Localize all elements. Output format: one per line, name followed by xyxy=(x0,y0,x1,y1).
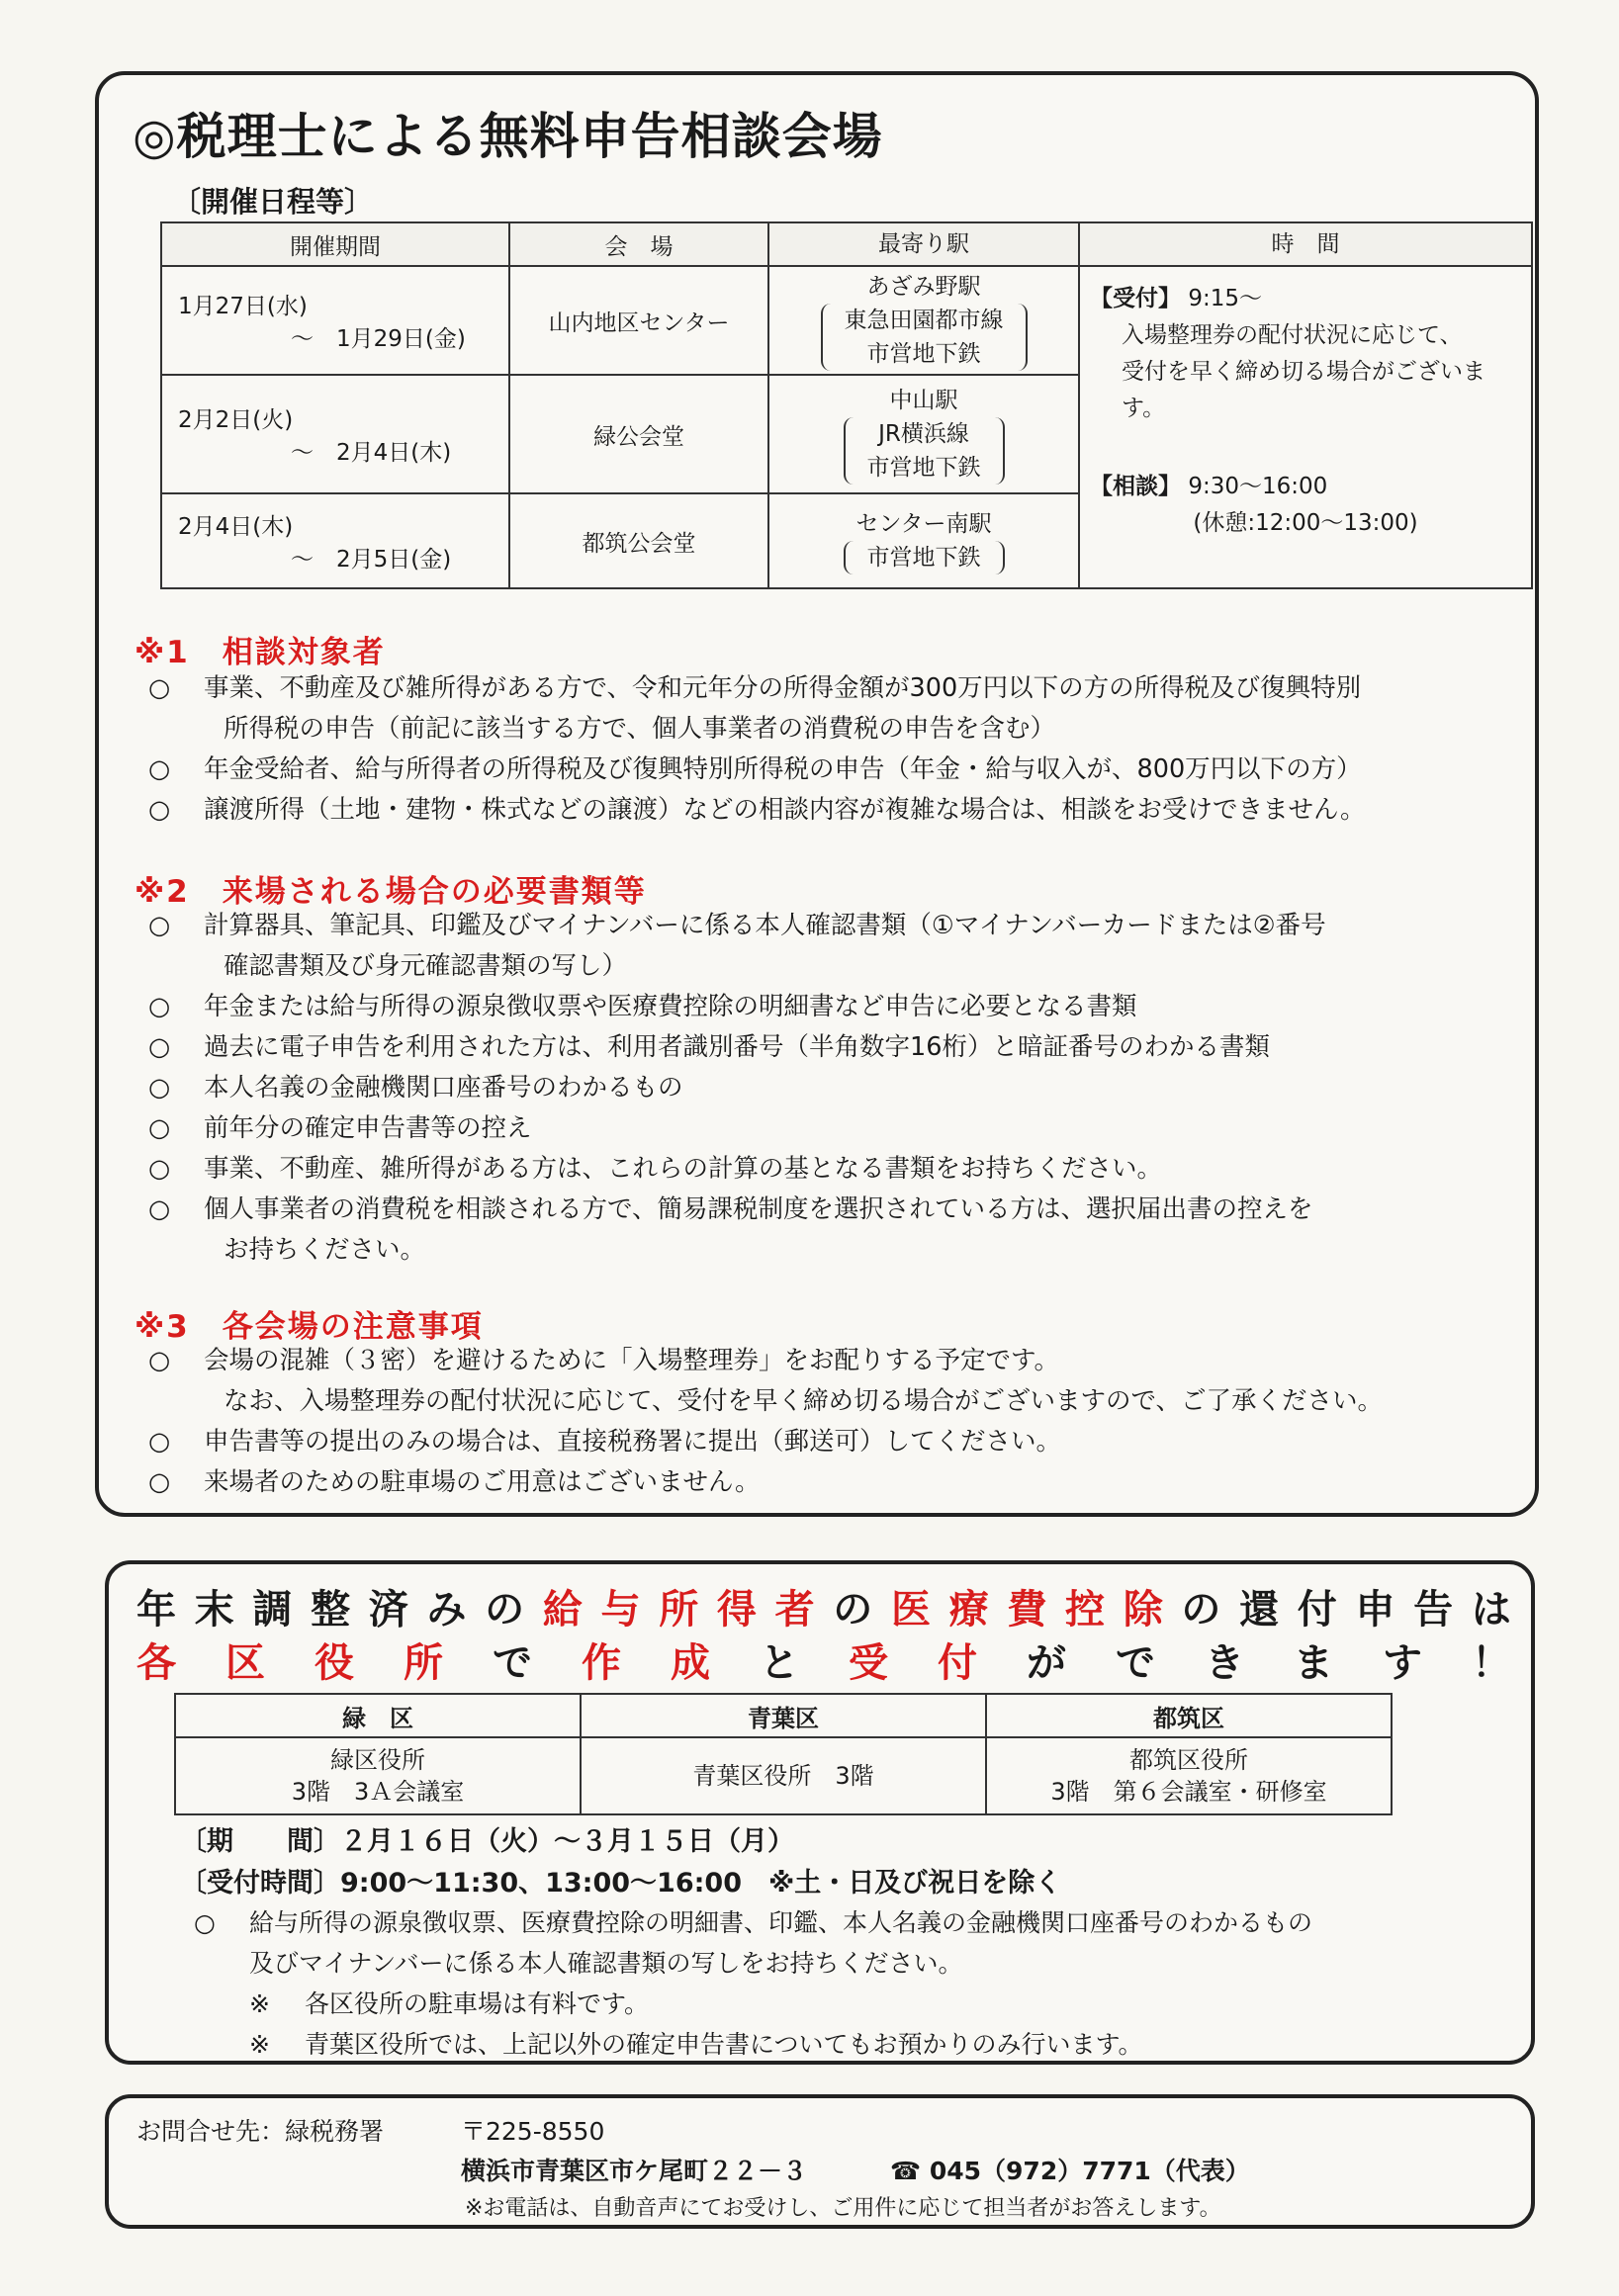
banner-char: 所 xyxy=(659,1587,699,1633)
banner-char: で xyxy=(493,1640,532,1686)
banner-line-1 xyxy=(136,1578,1511,1634)
station-line: JR横浜線 xyxy=(878,421,969,447)
bullet: ○ xyxy=(148,911,171,940)
list-item xyxy=(148,1341,1513,1381)
contact-zip: 〒225-8550 xyxy=(461,2117,605,2146)
section-title: ◎税理士による無料申告相談会場 xyxy=(133,108,883,165)
ward-header: 青葉区 xyxy=(581,1694,986,1737)
banner-char: 整 xyxy=(311,1587,351,1633)
banner-char: 付 xyxy=(938,1640,977,1686)
ward-office-section xyxy=(105,1560,1535,2065)
period-end: ～ 2月5日(金) xyxy=(291,547,452,573)
bullet: ○ xyxy=(194,1908,216,1937)
banner-char: き xyxy=(1205,1640,1244,1686)
contact-section xyxy=(105,2094,1535,2229)
banner-char: 給 xyxy=(542,1587,583,1633)
bullet: ○ xyxy=(148,754,171,784)
item-text: 会場の混雑（３密）を避けるために「入場整理券」をお配りする予定です。 xyxy=(204,1346,1059,1375)
bullet: ○ xyxy=(148,1154,171,1184)
consult-label: 【相談】 xyxy=(1090,474,1181,499)
station-cell xyxy=(768,375,1079,493)
bullet: ○ xyxy=(148,1073,171,1103)
banner-char: の xyxy=(833,1587,873,1633)
ward-table xyxy=(174,1693,1393,1815)
contact-tel: ☎ 045（972）7771（代表） xyxy=(890,2157,1250,2185)
ward-cell xyxy=(581,1737,986,1814)
station-line: 東急田園都市線 xyxy=(844,308,1004,333)
reception-line xyxy=(1090,281,1521,317)
ward-office: 都筑区役所 xyxy=(1129,1746,1248,1774)
note2-heading: ※2 来場される場合の必要書類等 xyxy=(135,874,647,910)
venue-cell: 山内地区センター xyxy=(509,266,768,375)
reception-time: 9:15～ xyxy=(1188,286,1262,311)
list-item xyxy=(194,1984,1519,2024)
list-item xyxy=(148,1149,1513,1190)
period-end: ～ 1月29日(金) xyxy=(291,326,466,352)
ward-room: 3階 3Ａ会議室 xyxy=(291,1778,465,1806)
ward-header: 都筑区 xyxy=(986,1694,1392,1737)
banner-char: ま xyxy=(1294,1640,1333,1686)
banner-char: 役 xyxy=(315,1640,354,1686)
station-lines xyxy=(844,417,1005,485)
ward-cell xyxy=(175,1737,581,1814)
banner-char: 控 xyxy=(1065,1587,1105,1633)
item-text: 過去に電子申告を利用された方は、利用者識別番号（半角数字16桁）と暗証番号のわかる書類 xyxy=(204,1032,1270,1062)
list-item xyxy=(148,750,1513,790)
hours-value: 9:00～11:30、13:00～16:00 ※土・日及び祝日を除く xyxy=(340,1868,1062,1899)
bullet: ○ xyxy=(148,1427,171,1457)
bullet: ○ xyxy=(148,795,171,825)
list-item xyxy=(148,668,1513,709)
period-value: ２月１６日（火）～３月１５日（月） xyxy=(340,1826,794,1857)
item-text: 年金受給者、給与所得者の所得税及び復興特別所得税の申告（年金・給与収入が、800万円以下の方） xyxy=(204,754,1362,784)
schedule-header-row xyxy=(161,222,1532,266)
period-cell xyxy=(161,493,509,588)
banner-char: 申 xyxy=(1355,1587,1395,1633)
station-cell xyxy=(768,266,1079,375)
list-item xyxy=(148,987,1513,1027)
reception-label: 【受付】 xyxy=(1090,286,1181,311)
banner-char: 各 xyxy=(136,1640,176,1686)
banner-char: 付 xyxy=(1297,1587,1337,1633)
list-item xyxy=(148,790,1513,831)
ward-row xyxy=(175,1737,1392,1814)
bullet: ○ xyxy=(148,1113,171,1143)
ward-office: 青葉区役所 3階 xyxy=(692,1762,874,1790)
banner-char: 得 xyxy=(716,1587,757,1633)
reception-note: す。 xyxy=(1122,396,1166,421)
bullet: ※ xyxy=(249,1989,270,2018)
note1-list xyxy=(148,668,1513,831)
list-item-continuation: 所得税の申告（前記に該当する方で、個人事業者の消費税の申告を含む） xyxy=(224,714,1055,744)
note3-heading: ※3 各会場の注意事項 xyxy=(135,1309,484,1345)
banner-char: 成 xyxy=(671,1640,710,1686)
period-cell xyxy=(161,266,509,375)
reception-note: 受付を早く締め切る場合がございま xyxy=(1122,359,1485,385)
station-name: 中山駅 xyxy=(889,388,958,413)
period-line xyxy=(180,1819,794,1858)
consult-break: (休憩:12:00～13:00) xyxy=(1193,510,1418,536)
note3-list xyxy=(148,1341,1513,1503)
header-period: 開催期間 xyxy=(161,222,509,266)
banner-char: は xyxy=(1471,1587,1511,1633)
schedule-table xyxy=(160,221,1533,589)
item-text: 事業、不動産及び雑所得がある方で、令和元年分の所得金額が300万円以下の方の所得税及び復興特別 xyxy=(204,673,1362,703)
list-item xyxy=(148,1027,1513,1068)
banner-char: 年 xyxy=(136,1587,176,1633)
banner-line-2 xyxy=(136,1632,1511,1688)
banner-char: 受 xyxy=(849,1640,888,1686)
banner-char: す xyxy=(1383,1640,1422,1686)
bullet: ○ xyxy=(148,1194,171,1224)
banner-char: 調 xyxy=(252,1587,293,1633)
item-text: 個人事業者の消費税を相談される方で、簡易課税制度を選択されている方は、選択届出書の控えを xyxy=(204,1194,1313,1224)
station-lines xyxy=(844,541,1005,574)
bullet: ○ xyxy=(148,992,171,1021)
ward-room: 3階 第６会議室・研修室 xyxy=(1050,1778,1327,1806)
note2-list xyxy=(148,906,1513,1271)
banner-char: 所 xyxy=(404,1640,443,1686)
reception-note: 入場整理券の配付状況に応じて、 xyxy=(1122,322,1463,348)
banner-char: 末 xyxy=(194,1587,234,1633)
banner-char: 区 xyxy=(225,1640,265,1686)
item-text: 給与所得の源泉徴収票、医療費控除の明細書、印鑑、本人名義の金融機関口座番号のわかるもの xyxy=(249,1908,1313,1937)
banner-char: み xyxy=(426,1587,467,1633)
list-item xyxy=(148,1422,1513,1462)
bullet: ※ xyxy=(249,2030,270,2059)
item-text: 本人名義の金融機関口座番号のわかるもの xyxy=(204,1073,683,1103)
banner-char: 還 xyxy=(1239,1587,1280,1633)
time-cell xyxy=(1079,266,1532,588)
list-item xyxy=(148,906,1513,946)
list-item xyxy=(148,1190,1513,1230)
consultation-section xyxy=(95,71,1539,1517)
list-item-continuation: 及びマイナンバーに係る本人確認書類の写しをお持ちください。 xyxy=(249,1949,963,1978)
list-item xyxy=(194,2024,1519,2065)
period-start: 2月2日(火) xyxy=(178,407,294,433)
banner-char: 費 xyxy=(1007,1587,1047,1633)
note1-heading: ※1 相談対象者 xyxy=(135,635,386,670)
ward-header-row xyxy=(175,1694,1392,1737)
banner-char: 済 xyxy=(368,1587,408,1633)
contact-note: ※お電話は、自動音声にてお受けし、ご用件に応じて担当者がお答えします。 xyxy=(465,2196,1221,2221)
banner-char: と xyxy=(760,1640,799,1686)
list-item-continuation: お持ちください。 xyxy=(224,1235,426,1265)
item-text: 来場者のための駐車場のご用意はございません。 xyxy=(204,1467,761,1497)
station-name: あざみ野駅 xyxy=(866,274,981,300)
header-station: 最寄り駅 xyxy=(768,222,1079,266)
list-item xyxy=(148,1108,1513,1149)
item-text: 青葉区役所では、上記以外の確定申告書についてもお預かりのみ行います。 xyxy=(305,2030,1143,2059)
list-item-continuation: 確認書類及び身元確認書類の写し） xyxy=(224,951,628,981)
hours-line xyxy=(180,1861,1061,1899)
item-text: 事業、不動産、雑所得がある方は、これらの計算の基となる書類をお持ちください。 xyxy=(204,1154,1163,1184)
banner-char: 告 xyxy=(1413,1587,1454,1633)
list-item-continuation: なお、入場整理券の配付状況に応じて、受付を早く締め切る場合がございますので、ご了承ください。 xyxy=(224,1386,1383,1416)
schedule-subhead: 〔開催日程等〕 xyxy=(172,185,374,219)
consult-line xyxy=(1090,469,1521,505)
item-text: 譲渡所得（土地・建物・株式などの譲渡）などの相談内容が複雑な場合は、相談をお受けできません。 xyxy=(204,795,1366,825)
ward-cell xyxy=(986,1737,1392,1814)
ward-header: 緑 区 xyxy=(175,1694,581,1737)
list-item xyxy=(194,1902,1519,1943)
period-end: ～ 2月4日(木) xyxy=(291,440,452,466)
station-line: 市営地下鉄 xyxy=(866,455,981,481)
station-lines xyxy=(821,304,1028,371)
station-cell xyxy=(768,493,1079,588)
ward-office: 緑区役所 xyxy=(330,1746,425,1774)
item-text: 前年分の確定申告書等の控え xyxy=(204,1113,532,1143)
ward-notes xyxy=(194,1902,1519,2065)
banner-char: で xyxy=(1116,1640,1155,1686)
venue-cell: 緑公会堂 xyxy=(509,375,768,493)
contact-address: 横浜市青葉区市ケ尾町２２－３ xyxy=(461,2157,808,2185)
list-item xyxy=(148,1462,1513,1503)
venue-cell: 都筑公会堂 xyxy=(509,493,768,588)
period-label: 〔期 間〕 xyxy=(180,1826,340,1857)
period-cell xyxy=(161,375,509,493)
banner-char: 作 xyxy=(582,1640,621,1686)
period-start: 2月4日(木) xyxy=(178,514,294,540)
item-text: 年金または給与所得の源泉徴収票や医療費控除の明細書など申告に必要となる書類 xyxy=(204,992,1137,1021)
header-time: 時 間 xyxy=(1079,222,1532,266)
banner-char: 療 xyxy=(948,1587,989,1633)
list-item xyxy=(148,1068,1513,1108)
banner-char: 医 xyxy=(890,1587,931,1633)
item-text: 申告書等の提出のみの場合は、直接税務署に提出（郵送可）してください。 xyxy=(204,1427,1062,1457)
contact-label: お問合せ先：緑税務署 xyxy=(136,2117,385,2146)
bullet: ○ xyxy=(148,673,171,703)
item-text: 各区役所の駐車場は有料です。 xyxy=(305,1989,650,2018)
consult-time: 9:30～16:00 xyxy=(1188,474,1328,499)
bullet: ○ xyxy=(148,1467,171,1497)
header-venue: 会 場 xyxy=(509,222,768,266)
bullet: ○ xyxy=(148,1032,171,1062)
banner-char: 与 xyxy=(600,1587,641,1633)
station-line: 市営地下鉄 xyxy=(866,341,981,367)
item-text: 計算器具、筆記具、印鑑及びマイナンバーに係る本人確認書類（①マイナンバーカードまたは②番号 xyxy=(204,911,1326,940)
bullet: ○ xyxy=(148,1346,171,1375)
banner-char: の xyxy=(485,1587,525,1633)
table-row xyxy=(161,266,1532,375)
banner-char: 者 xyxy=(774,1587,815,1633)
banner-char: の xyxy=(1181,1587,1221,1633)
station-name: センター南駅 xyxy=(855,511,992,537)
banner-char: 除 xyxy=(1123,1587,1163,1633)
period-start: 1月27日(水) xyxy=(178,294,308,319)
station-line: 市営地下鉄 xyxy=(866,545,981,571)
banner-char: が xyxy=(1027,1640,1066,1686)
banner-char: ！ xyxy=(1472,1640,1511,1686)
hours-label: 〔受付時間〕 xyxy=(180,1868,340,1899)
